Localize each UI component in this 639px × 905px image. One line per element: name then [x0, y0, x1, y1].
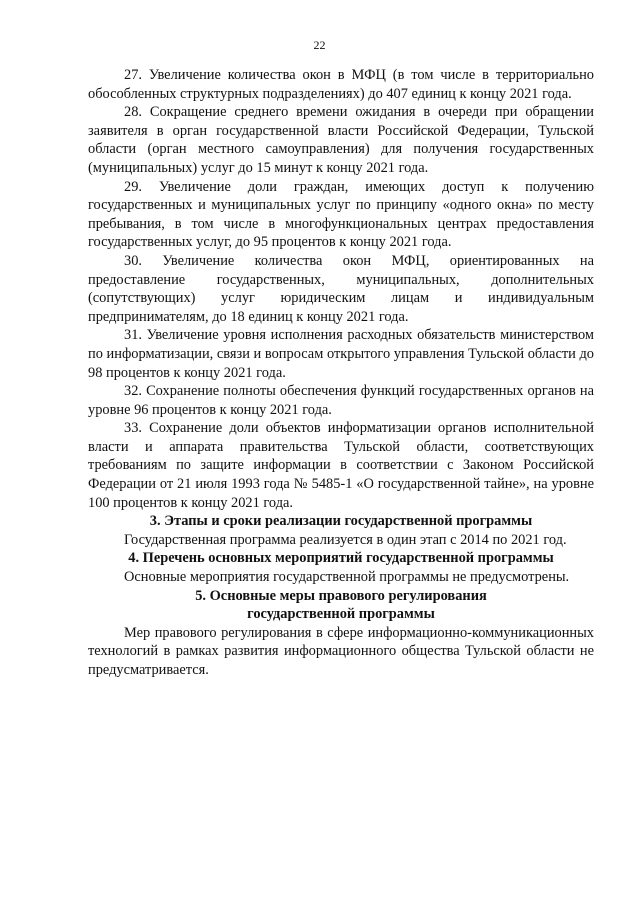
section-5-text: Мер правового регулирования в сфере информационно-коммуникационных технологий в рамках развития информационного общества Тульской области не предусматривается.	[88, 624, 594, 678]
section-5-heading-line-1: 5. Основные меры правового регулирования	[195, 587, 487, 604]
document-body	[88, 66, 594, 680]
list-item-32: 32. Сохранение полноты обеспечения функций государственных органов на уровне 96 процентов к концу 2021 года.	[88, 383, 594, 418]
list-item-28: 28. Сокращение среднего времени ожидания в очереди при обращении заявителя в орган государственной власти Российской Федерации, Тульской области (орган местного самоуправления) для получения государственных (муниципальных) услуг до 15 минут к концу 2021 года.	[88, 104, 594, 176]
list-item-27: 27. Увеличение количества окон в МФЦ (в том числе в территориально обособленных структурных подразделениях) до 407 единиц к концу 2021 года.	[88, 67, 594, 102]
list-item-31: 31. Увеличение уровня исполнения расходных обязательств министерством по информатизации, связи и вопросам открытого управления Тульской области до 98 процентов к концу 2021 года.	[88, 327, 594, 381]
section-5-heading-line-2: государственной программы	[247, 606, 435, 623]
section-4-text: Основные мероприятия государственной программы не предусмотрены.	[124, 569, 570, 586]
list-item-33: 33. Сохранение доли объектов информатизации органов исполнительной власти и аппарата правительства Тульской области, соответствующих требованиям по защите информации в соответствии с Законом Российской Федерации от 21 июля 1993 года № 5485-1 «О государственной тайне», на уровне 100 процентов к концу 2021 года.	[88, 420, 594, 511]
section-5-heading	[88, 587, 594, 624]
page-number: 22	[313, 38, 326, 52]
list-item-30: 30. Увеличение количества окон МФЦ, ориентированных на предоставление государственных, муниципальных, дополнительных (сопутствующих) услуг юридическим лицам и индивидуальным предпринимателям, до 18 единиц к концу 2021 года.	[88, 252, 594, 325]
list-item-29: 29. Увеличение доли граждан, имеющих доступ к получению государственных и муниципальных услуг по принципу «одного окна» по месту пребывания, в том числе в многофункциональных центрах предоставления государственных услуг, до 95 процентов к концу 2021 года.	[88, 178, 594, 251]
section-3-heading: 3. Этапы и сроки реализации государственной программы	[149, 513, 533, 530]
section-3-text: Государственная программа реализуется в один этап с 2014 по 2021 год.	[124, 531, 567, 548]
section-4-heading: 4. Перечень основных мероприятий государственной программы	[128, 550, 554, 567]
